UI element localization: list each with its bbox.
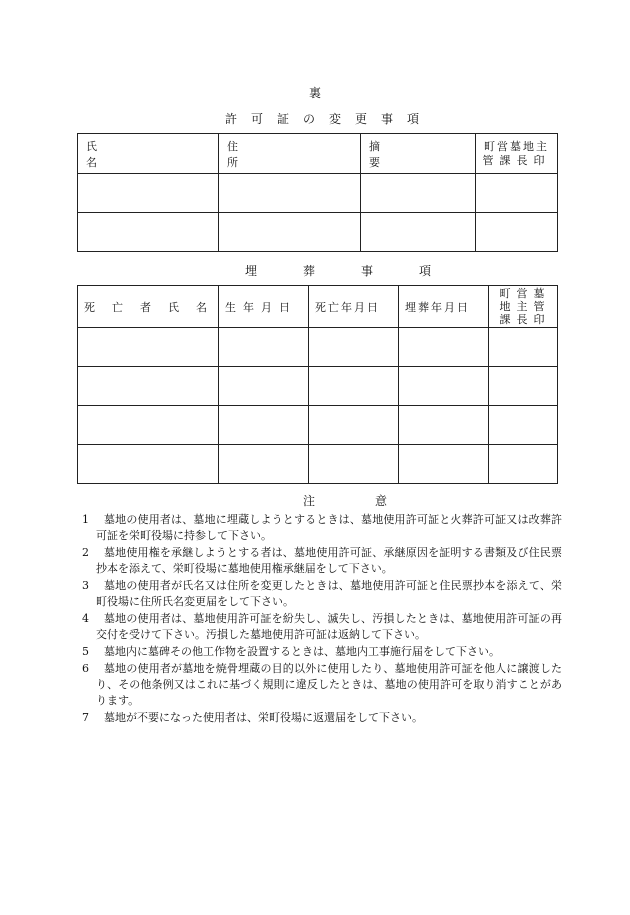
burial-section-title: 埋葬事項 [244, 264, 477, 278]
cell-birth-date[interactable] [219, 367, 309, 406]
note-text: 墓地の使用者が氏名又は住所を変更したときは、墓地使用許可証と住民票抄本を添えて、栄町役場に住所氏名変更届をして下さい。 [96, 579, 562, 608]
header-summary-text: 摘要 [369, 139, 458, 169]
cell-summary[interactable] [361, 174, 476, 213]
note-number: 3 [82, 579, 89, 592]
cell-name[interactable] [78, 174, 219, 213]
header-deceased-name-text: 死亡者氏名 [84, 300, 224, 314]
burial-table-header-row [78, 286, 558, 328]
cell-death-date[interactable] [309, 406, 399, 445]
cell-deceased-name[interactable] [78, 367, 219, 406]
header-address-text: 住所 [227, 139, 345, 169]
burial-table-row [78, 445, 558, 484]
cell-deceased-name[interactable] [78, 328, 219, 367]
note-number: 4 [82, 612, 89, 625]
cell-address[interactable] [219, 174, 361, 213]
cell-death-date[interactable] [309, 445, 399, 484]
header-summary [361, 134, 476, 174]
change-table-header-row [78, 134, 558, 174]
change-table-row [78, 213, 558, 252]
burial-table-row [78, 328, 558, 367]
cell-seal[interactable] [476, 174, 558, 213]
header-deceased-name [78, 286, 224, 328]
note-item [82, 611, 562, 643]
header-burial-date [399, 286, 489, 328]
note-item [82, 661, 562, 709]
note-text: 墓地使用権を承継しようとする者は、墓地使用許可証、承継原因を証明する書類及び住民票抄本を添えて、栄町役場に墓地使用権承継届をして下さい。 [96, 546, 562, 575]
cell-birth-date[interactable] [219, 328, 309, 367]
header-seal-line2: 管課長印 [482, 153, 551, 167]
note-text: 墓地内に墓碑その他工作物を設置するときは、墓地内工事施行届をして下さい。 [104, 645, 500, 658]
header-death-date-text: 死亡年月日 [315, 300, 380, 314]
cell-deceased-name[interactable] [78, 406, 219, 445]
header-name [78, 134, 219, 174]
note-item [82, 545, 562, 577]
cell-burial-date[interactable] [399, 406, 489, 445]
change-table-row [78, 174, 558, 213]
cell-burial-date[interactable] [399, 367, 489, 406]
header-birth-date [219, 286, 309, 328]
cell-burial-date[interactable] [399, 328, 489, 367]
cell-address[interactable] [219, 213, 361, 252]
header-burial-date-text: 埋葬年月日 [405, 300, 470, 314]
note-item [82, 710, 562, 726]
cell-summary[interactable] [361, 213, 476, 252]
notes-list [82, 512, 562, 727]
header-burial-seal [489, 286, 558, 328]
cell-burial-date[interactable] [399, 445, 489, 484]
note-number: 5 [82, 645, 89, 658]
cell-seal[interactable] [476, 213, 558, 252]
cell-deceased-name[interactable] [78, 445, 219, 484]
burial-table-row [78, 406, 558, 445]
cell-burial-seal[interactable] [489, 406, 558, 445]
page-title: 裏 [308, 86, 321, 100]
header-address [219, 134, 361, 174]
notes-title: 注意 [302, 494, 447, 508]
cell-death-date[interactable] [309, 367, 399, 406]
cell-name[interactable] [78, 213, 219, 252]
header-burial-seal-line2: 地主管 [499, 300, 551, 313]
note-number: 2 [82, 546, 89, 559]
cell-birth-date[interactable] [219, 406, 309, 445]
cell-burial-seal[interactable] [489, 445, 558, 484]
note-text: 墓地の使用者は、墓地使用許可証を紛失し、滅失し、汚損したときは、墓地使用許可証の再交付を受けて下さい。汚損した墓地使用許可証は返納して下さい。 [96, 612, 562, 641]
note-item [82, 512, 562, 544]
burial-table-row [78, 367, 558, 406]
note-item [82, 578, 562, 610]
note-number: 6 [82, 662, 89, 675]
header-birth-date-text: 生年月日 [225, 300, 297, 314]
header-seal [476, 134, 558, 174]
header-seal-line1: 町営墓地主 [484, 139, 549, 153]
change-section-title: 許可証の変更事項 [224, 112, 433, 126]
cell-burial-seal[interactable] [489, 367, 558, 406]
note-number: 1 [82, 513, 89, 526]
note-item [82, 644, 562, 660]
header-burial-seal-line3: 課長印 [499, 313, 551, 326]
cell-death-date[interactable] [309, 328, 399, 367]
cell-birth-date[interactable] [219, 445, 309, 484]
header-name-text: 氏名 [86, 139, 207, 169]
note-number: 7 [82, 711, 89, 724]
note-text: 墓地の使用者は、墓地に埋蔵しようとするときは、墓地使用許可証と火葬許可証又は改葬許可証を栄町役場に持参して下さい。 [96, 513, 562, 542]
header-death-date [309, 286, 399, 328]
cell-burial-seal[interactable] [489, 328, 558, 367]
burial-table [77, 285, 558, 484]
change-table [77, 133, 558, 252]
header-burial-seal-line1: 町営墓 [499, 287, 551, 300]
note-text: 墓地が不要になった使用者は、栄町役場に返還届をして下さい。 [104, 711, 423, 724]
note-text: 墓地の使用者が墓地を焼骨埋蔵の目的以外に使用したり、墓地使用許可証を他人に譲渡したり、その他条例又はこれに基づく規則に違反したときは、墓地の使用許可を取り消すことがあります。 [96, 662, 562, 707]
